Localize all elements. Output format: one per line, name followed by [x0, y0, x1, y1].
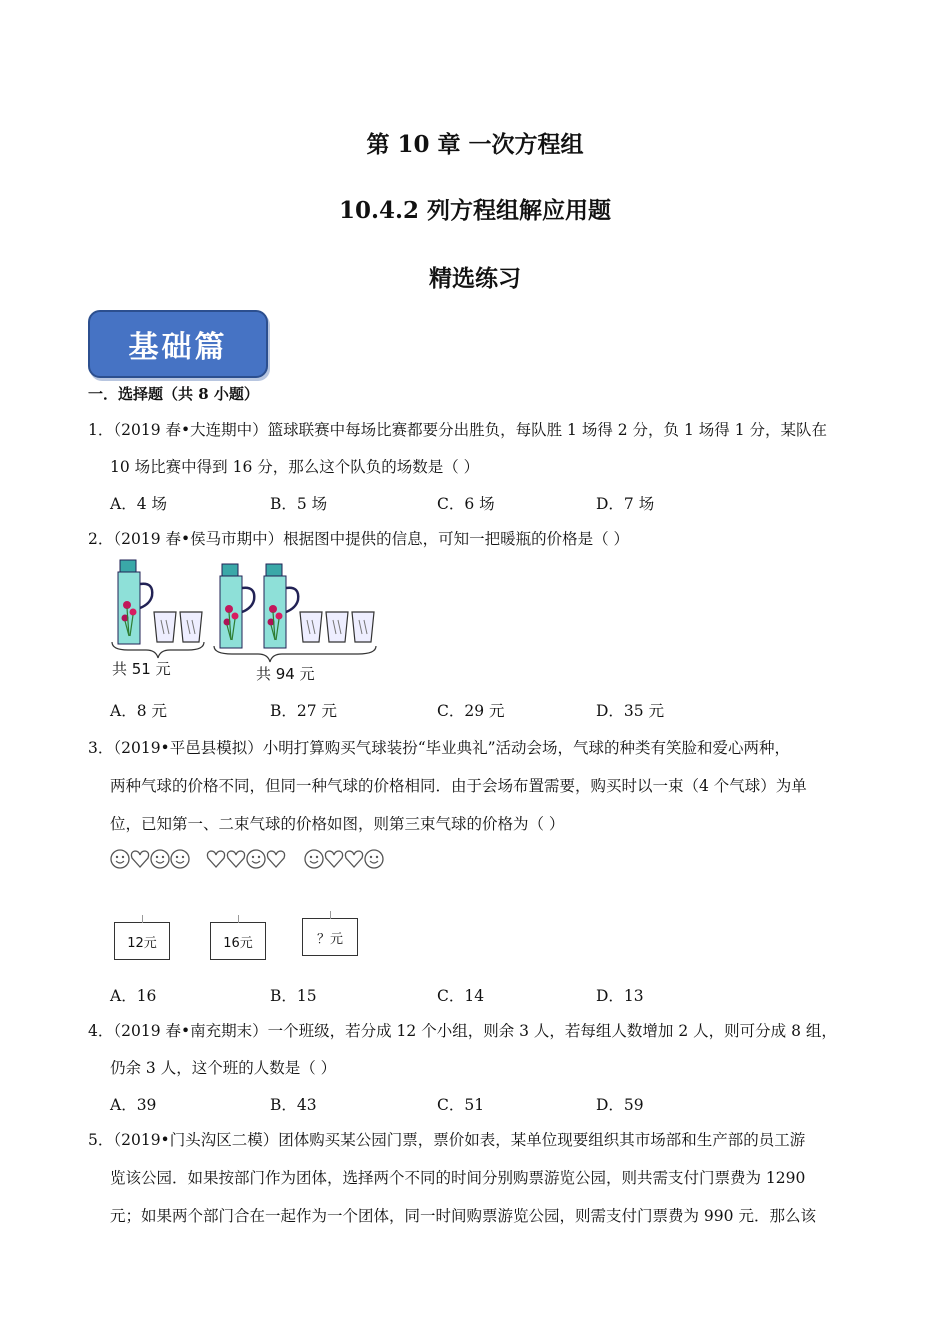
cup-icon [180, 612, 202, 642]
q2-option-d[interactable]: D．35 元 [596, 702, 665, 720]
price-tag-bunch2: 16元 [210, 922, 266, 960]
heart-balloon-icon [345, 851, 362, 867]
q4-option-a[interactable]: A．39 [110, 1096, 157, 1114]
q5-text-line1: 5．（2019•门头沟区二模）团体购买某公园门票，票价如表，某单位现要组织其市场部和生产部的员工游 [88, 1131, 806, 1149]
thermos-icon [118, 560, 152, 644]
q1-option-a[interactable]: A．4 场 [110, 495, 167, 513]
section-title: 10.4.2 列方程组解应用题 [338, 197, 612, 224]
q3-option-d[interactable]: D．13 [596, 987, 644, 1005]
balloon-bunches-figure [108, 846, 398, 876]
cup-icon [154, 612, 176, 642]
subtitle: 精选练习 [429, 265, 521, 292]
smile-balloon-icon [151, 850, 169, 868]
q5-text-line3: 元；如果两个部门合在一起作为一个团体，同一时间购票游览公园，则需支付门票费为 990 元．那么该 [110, 1207, 816, 1225]
level-badge: 基础篇 [88, 310, 268, 378]
thermos-icon [220, 564, 254, 648]
cup-icon [326, 612, 348, 642]
heart-balloon-icon [227, 851, 244, 867]
q4-text-line1: 4．（2019 春•南充期末）一个班级，若分成 12 个小组，则余 3 人，若每组人数增加 2 人，则可分成 8 组， [88, 1022, 837, 1040]
heart-balloon-icon [267, 851, 284, 867]
q1-text-line2: 10 场比赛中得到 16 分，那么这个队负的场数是（ ） [110, 458, 480, 476]
q3-text-line1: 3．（2019•平邑县模拟）小明打算购买气球装扮“毕业典礼”活动会场，气球的种类有笑脸和爱心两种， [88, 739, 791, 757]
question-section-heading: 一．选择题（共 8 小题） [88, 385, 259, 403]
heart-balloon-icon [325, 851, 342, 867]
q3-option-b[interactable]: B．15 [270, 987, 317, 1005]
q2-text-line1: 2．（2019 春•侯马市期中）根据图中提供的信息，可知一把暖瓶的价格是（ ） [88, 530, 630, 548]
q2-option-b[interactable]: B．27 元 [270, 702, 338, 720]
q2-option-c[interactable]: C．29 元 [437, 702, 505, 720]
q1-option-d[interactable]: D．7 场 [596, 495, 655, 513]
q2-option-a[interactable]: A．8 元 [110, 702, 167, 720]
smile-balloon-icon [365, 850, 383, 868]
q1-text-line1: 1．（2019 春•大连期中）篮球联赛中每场比赛都要分出胜负，每队胜 1 场得 2 分，负 1 场得 1 分，某队在 [88, 421, 827, 439]
q1-option-b[interactable]: B．5 场 [270, 495, 328, 513]
q4-option-d[interactable]: D．59 [596, 1096, 644, 1114]
heart-balloon-icon [207, 851, 224, 867]
thermos-group2-total-label: 共 94 元 [256, 665, 315, 683]
cup-icon [300, 612, 322, 642]
q1-option-c[interactable]: C．6 场 [437, 495, 495, 513]
smile-balloon-icon [171, 850, 189, 868]
q3-text-line3: 位，已知第一、二束气球的价格如图，则第三束气球的价格为（ ） [110, 815, 565, 833]
chapter-title: 第 10 章 一次方程组 [366, 131, 584, 158]
thermos-icon [264, 564, 298, 648]
cup-icon [352, 612, 374, 642]
q3-text-line2: 两种气球的价格不同，但同一种气球的价格相同．由于会场布置需要，购买时以一束（4 个气球）为单 [110, 777, 807, 795]
smile-balloon-icon [111, 850, 129, 868]
q4-option-c[interactable]: C．51 [437, 1096, 485, 1114]
q3-option-a[interactable]: A．16 [110, 987, 157, 1005]
smile-balloon-icon [305, 850, 323, 868]
q4-text-line2: 仍余 3 人，这个班的人数是（ ） [110, 1059, 337, 1077]
smile-balloon-icon [247, 850, 265, 868]
q3-option-c[interactable]: C．14 [437, 987, 485, 1005]
price-tag-bunch1: 12元 [114, 922, 170, 960]
q5-text-line2: 览该公园．如果按部门作为团体，选择两个不同的时间分别购票游览公园，则共需支付门票费为 1290 [110, 1169, 806, 1187]
heart-balloon-icon [131, 851, 148, 867]
q4-option-b[interactable]: B．43 [270, 1096, 317, 1114]
thermos-group1-total-label: 共 51 元 [112, 660, 171, 678]
price-tag-bunch3: ？元 [302, 918, 358, 956]
